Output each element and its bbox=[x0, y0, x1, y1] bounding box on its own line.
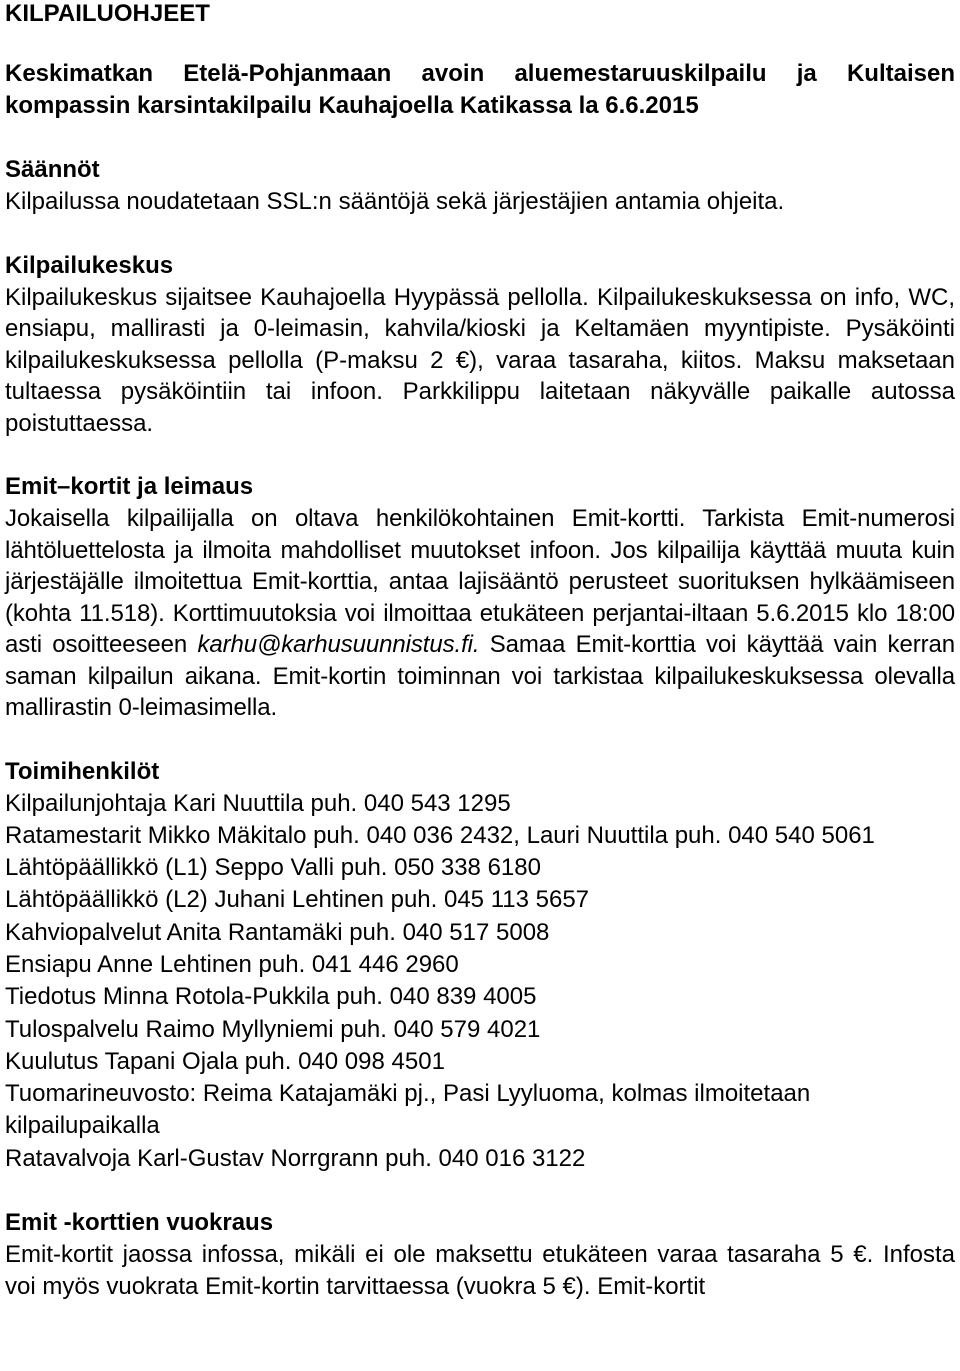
official-cafe-services: Kahviopalvelut Anita Rantamäki puh. 040 517 5008 bbox=[5, 918, 550, 946]
document-page bbox=[5, 0, 955, 1302]
rules-text: Kilpailussa noudatetaan SSL:n sääntöjä sekä järjestäjien antamia ohjeita. bbox=[5, 188, 785, 215]
section-heading-officials: Toimihenkilöt bbox=[5, 757, 160, 785]
section-competition-center bbox=[5, 250, 955, 440]
official-jury: Tuomarineuvosto: Reima Katajamäki pj., Pasi Lyyluoma, kolmas ilmoitetaan kilpailupaikalla bbox=[5, 1080, 811, 1140]
emit-text-part-1: Jokaisella kilpailijalla on oltava henkilökohtainen Emit-kortti. Tarkista Emit-numerosi lähtöluettelosta ja ilmoita mahdolliset muutokset infoon. Jos kilpailija käyttää muuta kuin järjestäjälle ilmoitettua Emit-korttia, antaa lajisääntö perusteet suorituksen hylkäämiseen (kohta 11.518). Korttimuutoksia voi ilmoittaa etukäteen perjantai-iltaan 5.6.2015 klo 18:00 asti osoitteeseen bbox=[5, 505, 955, 658]
section-rules bbox=[5, 154, 955, 218]
section-officials bbox=[5, 756, 955, 1176]
section-emit-cards bbox=[5, 471, 955, 724]
emit-text-part-2: Samaa Emit-korttia voi käyttää vain kerran saman kilpailun aikana. Emit-kortin toiminnan voi tarkistaa kilpailukeskuksessa olevalla mallirastin 0-leimasimella. bbox=[5, 631, 955, 721]
document-subtitle: Keskimatkan Etelä-Pohjanmaan avoin aluemestaruuskilpailu ja Kultaisen kompassin karsintakilpailu Kauhajoella Katikassa la 6.6.2015 bbox=[5, 60, 955, 119]
official-results-service: Tulospalvelu Raimo Myllyniemi puh. 040 579 4021 bbox=[5, 1015, 541, 1043]
official-course-setters: Ratamestarit Mikko Mäkitalo puh. 040 036 2432, Lauri Nuuttila puh. 040 540 5061 bbox=[5, 821, 875, 849]
emit-rental-text: Emit-kortit jaossa infossa, mikäli ei ole maksettu etukäteen varaa tasaraha 5 €. Infosta voi myös vuokrata Emit-kortin tarvittaessa (vuokra 5 €). Emit-kortit bbox=[5, 1241, 955, 1300]
section-heading-rules: Säännöt bbox=[5, 156, 100, 183]
official-first-aid: Ensiapu Anne Lehtinen puh. 041 446 2960 bbox=[5, 950, 459, 978]
competition-center-text: Kilpailukeskus sijaitsee Kauhajoella Hyypässä pellolla. Kilpailukeskuksessa on info, WC, ensiapu, mallirasti ja 0-leimasin, kahvila/kioski ja Keltamäen myyntipiste. Pysäköinti kilpailukeskuksessa pellolla (P-maksu 2 €), varaa tasaraha, kiitos. Maksu maksetaan tultaessa pysäköintiin tai infoon. Parkkilippu laitetaan näkyvälle paikalle autossa poistuttaessa. bbox=[5, 283, 955, 437]
section-heading-competition-center: Kilpailukeskus bbox=[5, 251, 174, 279]
section-heading-emit-rental: Emit -korttien vuokraus bbox=[5, 1209, 274, 1237]
section-heading-emit-cards: Emit–kortit ja leimaus bbox=[5, 473, 254, 500]
officials-list bbox=[5, 788, 955, 1176]
document-title: KILPAILUOHJEET bbox=[5, 0, 210, 27]
official-start-chief-l1: Lähtöpäällikkö (L1) Seppo Valli puh. 050 338 6180 bbox=[5, 854, 541, 882]
official-announcer: Kuulutus Tapani Ojala puh. 040 098 4501 bbox=[5, 1047, 445, 1075]
emit-cards-text bbox=[5, 503, 955, 724]
contact-email-link[interactable]: karhu@karhusuunnistus.fi. bbox=[197, 631, 480, 658]
official-start-chief-l2: Lähtöpäällikkö (L2) Juhani Lehtinen puh. 045 113 5657 bbox=[5, 886, 590, 914]
official-course-controller: Ratavalvoja Karl-Gustav Norrgrann puh. 040 016 3122 bbox=[5, 1144, 586, 1172]
official-competition-director: Kilpailunjohtaja Kari Nuuttila puh. 040 543 1295 bbox=[5, 789, 511, 817]
official-communications: Tiedotus Minna Rotola-Pukkila puh. 040 839 4005 bbox=[5, 983, 537, 1011]
section-emit-rental bbox=[5, 1207, 955, 1302]
